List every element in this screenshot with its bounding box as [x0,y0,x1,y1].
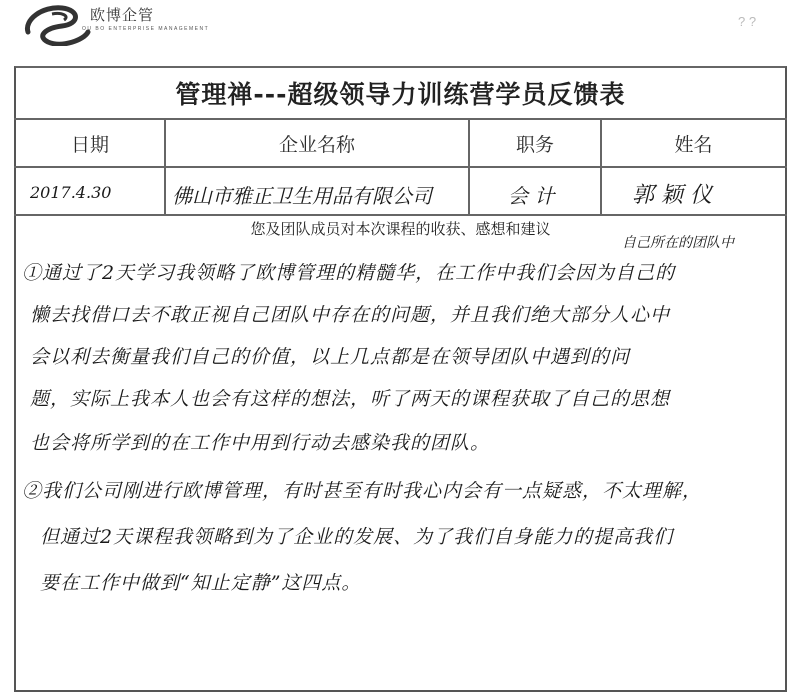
entry-company: 佛山市雅正卫生用品有限公司 [172,184,432,208]
feedback-insertion-note: 自己所在的团队中 [622,235,734,251]
header-position: 职务 [515,133,554,156]
feedback-line: 题，实际上我本人也会有这样的想法，听了两天的课程获取了自己的思想 [30,388,671,410]
feedback-line: 要在工作中做到“知止定静”这四点。 [40,572,362,594]
company-logo [22,2,210,48]
feedback-line: 但通过2天课程我领略到为了企业的发展、为了我们自身能力的提高我们 [40,526,674,548]
logo-swirl-icon [22,2,92,46]
page-corner-mark: ? ? [738,14,757,29]
logo-brand-text: 欧博企管 [90,6,155,24]
feedback-line: ①通过了2天学习我领略了欧博管理的精髓华，在工作中我们会因为自己的 [22,262,676,284]
header-name: 姓名 [674,133,713,156]
form-title: 管理禅---超级领导力训练营学员反馈表 [175,80,626,109]
feedback-line: 懒去找借口去不敢正视自己团队中存在的问题，并且我们绝大部分人心中 [30,304,671,326]
header-company: 企业名称 [278,133,355,156]
feedback-line: ②我们公司刚进行欧博管理，有时甚至有时我心内会有一点疑惑，不太理解， [22,480,703,502]
rule-below-headers [14,166,787,168]
entry-date: 2017.4.30 [30,183,112,202]
entry-name: 郭 颖 仪 [632,183,712,208]
feedback-line: 也会将所学到的在工作中用到行动去感染我的团队。 [30,432,491,454]
entry-position: 会 计 [508,184,555,208]
feedback-line: 会以利去衡量我们自己的价值，以上几点都是在领导团队中遇到的问 [30,346,631,368]
feedback-prompt: 您及团队成员对本次课程的收获、感想和建议 [250,219,551,238]
logo-subtitle: OU BO ENTERPRISE MANAGEMENT [82,26,210,32]
header-date: 日期 [70,133,109,156]
